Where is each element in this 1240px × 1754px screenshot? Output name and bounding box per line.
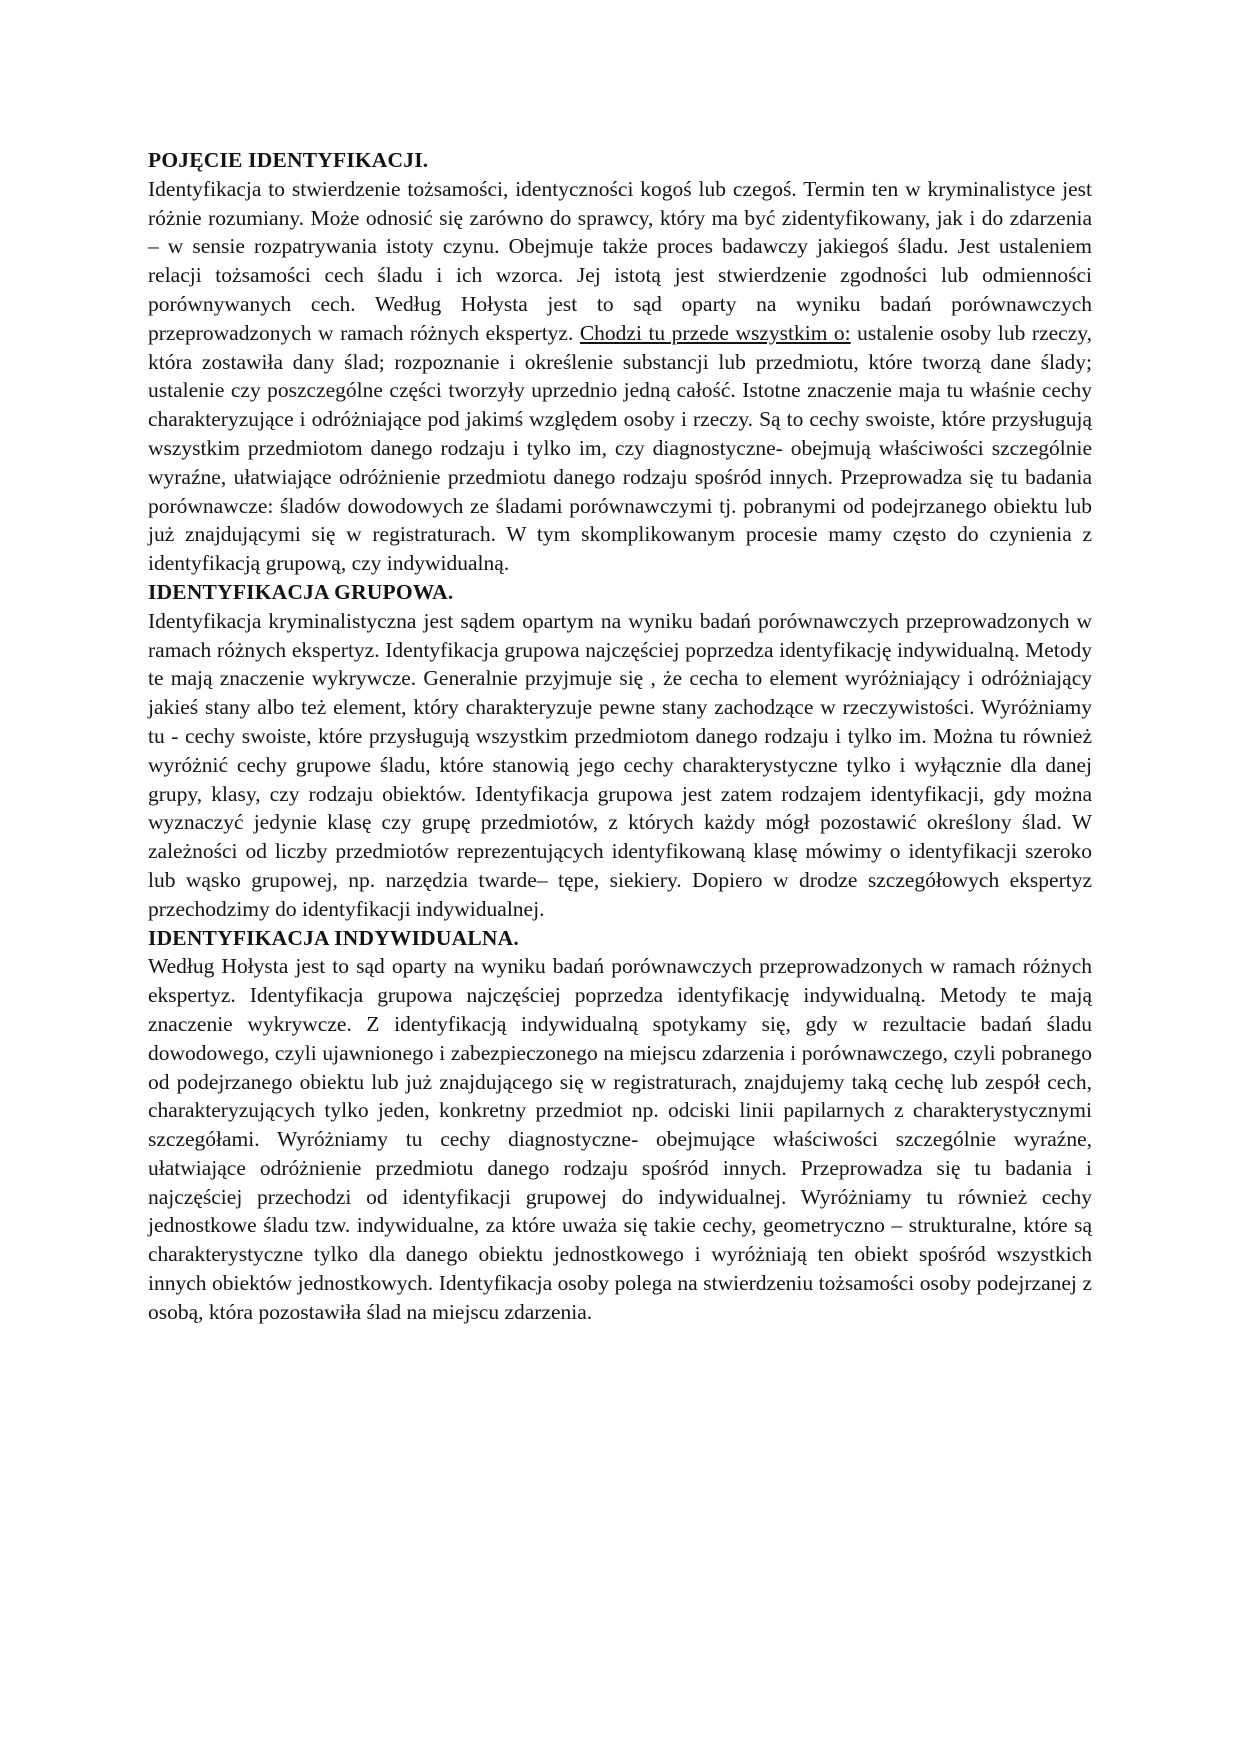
section-body-pojecie-identyfikacji bbox=[148, 175, 1092, 578]
body-text: Identyfikacja to stwierdzenie tożsamości, identyczności kogoś lub czegoś. Termin ten w kryminalistyce jest różnie rozumiany. Może odnosić się zarówno do sprawcy, który ma być zidentyfikowany, jak i do zdarzenia – w sensie rozpatrywania istoty czynu. Obejmuje także proces badawczy jakiegoś śladu. Jest ustaleniem relacji tożsamości cech śladu i ich wzorca. Jej istotą jest stwierdzenie zgodności lub odmienności porównywanych cech. Według Hołysta jest to sąd oparty na wyniku badań porównawczych przeprowadzonych w ramach różnych ekspertyz. bbox=[148, 176, 1092, 345]
section-body-identyfikacja-indywidualna: Według Hołysta jest to sąd oparty na wyniku badań porównawczych przeprowadzonych w ramach różnych ekspertyz. Identyfikacja grupowa najczęściej poprzedza identyfikację indywidualną. Metody te mają znaczenie wykrywcze. Z identyfikacją indywidualną spotykamy się, gdy w rezultacie badań śladu dowodowego, czyli ujawnionego i zabezpieczonego na miejscu zdarzenia i porównawczego, czyli pobranego od podejrzanego obiektu lub już znajdującego się w registraturach, znajdujemy taką cechę lub zespół cech, charakteryzujących tylko jeden, konkretny przedmiot np. odciski linii papilarnych z charakterystycznymi szczegółami. Wyróżniamy tu cechy diagnostyczne- obejmujące właściwości szczególnie wyraźne, ułatwiające odróżnienie przedmiotu danego rodzaju spośród innych. Przeprowadza się tu badania i najczęściej przechodzi od identyfikacji grupowej do indywidualnej. Wyróżniamy tu również cechy jednostkowe śladu tzw. indywidualne, za które uważa się takie cechy, geometryczno – strukturalne, które są charakterystyczne tylko dla danego obiektu jednostkowego i wyróżniają ten obiekt spośród wszystkich innych obiektów jednostkowych. Identyfikacja osoby polega na stwierdzeniu tożsamości osoby podejrzanej z osobą, która pozostawiła ślad na miejscu zdarzenia. bbox=[148, 954, 1092, 1324]
section-heading-pojecie-identyfikacji: POJĘCIE IDENTYFIKACJI. bbox=[148, 148, 429, 172]
underlined-phrase: Chodzi tu przede wszystkim o: bbox=[579, 320, 851, 345]
section-heading-identyfikacja-indywidualna: IDENTYFIKACJA INDYWIDUALNA. bbox=[148, 925, 519, 950]
section-body-identyfikacja-grupowa: Identyfikacja kryminalistyczna jest sądem opartym na wyniku badań porównawczych przeprowadzonych w ramach różnych ekspertyz. Identyfikacja grupowa najczęściej poprzedza identyfikację indywidualną. Metody te mają znaczenie wykrywcze. Generalnie przyjmuje się , że cecha to element wyróżniający i odróżniający jakieś stany albo też element, który charakteryzuje pewne stany zachodzące w rzeczywistości. Wyróżniamy tu - cechy swoiste, które przysługują wszystkim przedmiotom danego rodzaju i tylko im. Można tu również wyróżnić cechy grupowe śladu, które stanowią jego cechy charakterystyczne tylko i wyłącznie dla danej grupy, klasy, czy rodzaju obiektów. Identyfikacja grupowa jest zatem rodzajem identyfikacji, gdy można wyznaczyć jedynie klasę czy grupę przedmiotów, z których każdy mógł pozostawić określony ślad. W zależności od liczby przedmiotów reprezentujących identyfikowaną klasę mówimy o identyfikacji szeroko lub wąsko grupowej, np. narzędzia twarde– tępe, siekiery. Dopiero w drodze szczegółowych ekspertyz przechodzimy do identyfikacji indywidualnej. bbox=[148, 608, 1092, 921]
document-page bbox=[148, 146, 1092, 1327]
body-text-continued: ustalenie osoby lub rzeczy, która zostawiła dany ślad; rozpoznanie i określenie substancji lub przedmiotu, które tworzą dane ślady; ustalenie czy poszczególne części tworzyły uprzednio jedną całość. Istotne znaczenie maja tu właśnie cechy charakteryzujące i odróżniające pod jakimś względem osoby i rzeczy. Są to cechy swoiste, które przysługują wszystkim przedmiotom danego rodzaju i tylko im, czy diagnostyczne- obejmują właściwości szczególnie wyraźne, ułatwiające odróżnienie przedmiotu danego rodzaju spośród innych. Przeprowadza się tu badania porównawcze: śladów dowodowych ze śladami porównawczymi tj. pobranymi od podejrzanego obiektu lub już znajdującymi się w registraturach. W tym skomplikowanym procesie mamy często do czynienia z identyfikacją grupową, czy indywidualną. bbox=[148, 320, 1092, 576]
section-heading-identyfikacja-grupowa: IDENTYFIKACJA GRUPOWA. bbox=[148, 579, 454, 604]
